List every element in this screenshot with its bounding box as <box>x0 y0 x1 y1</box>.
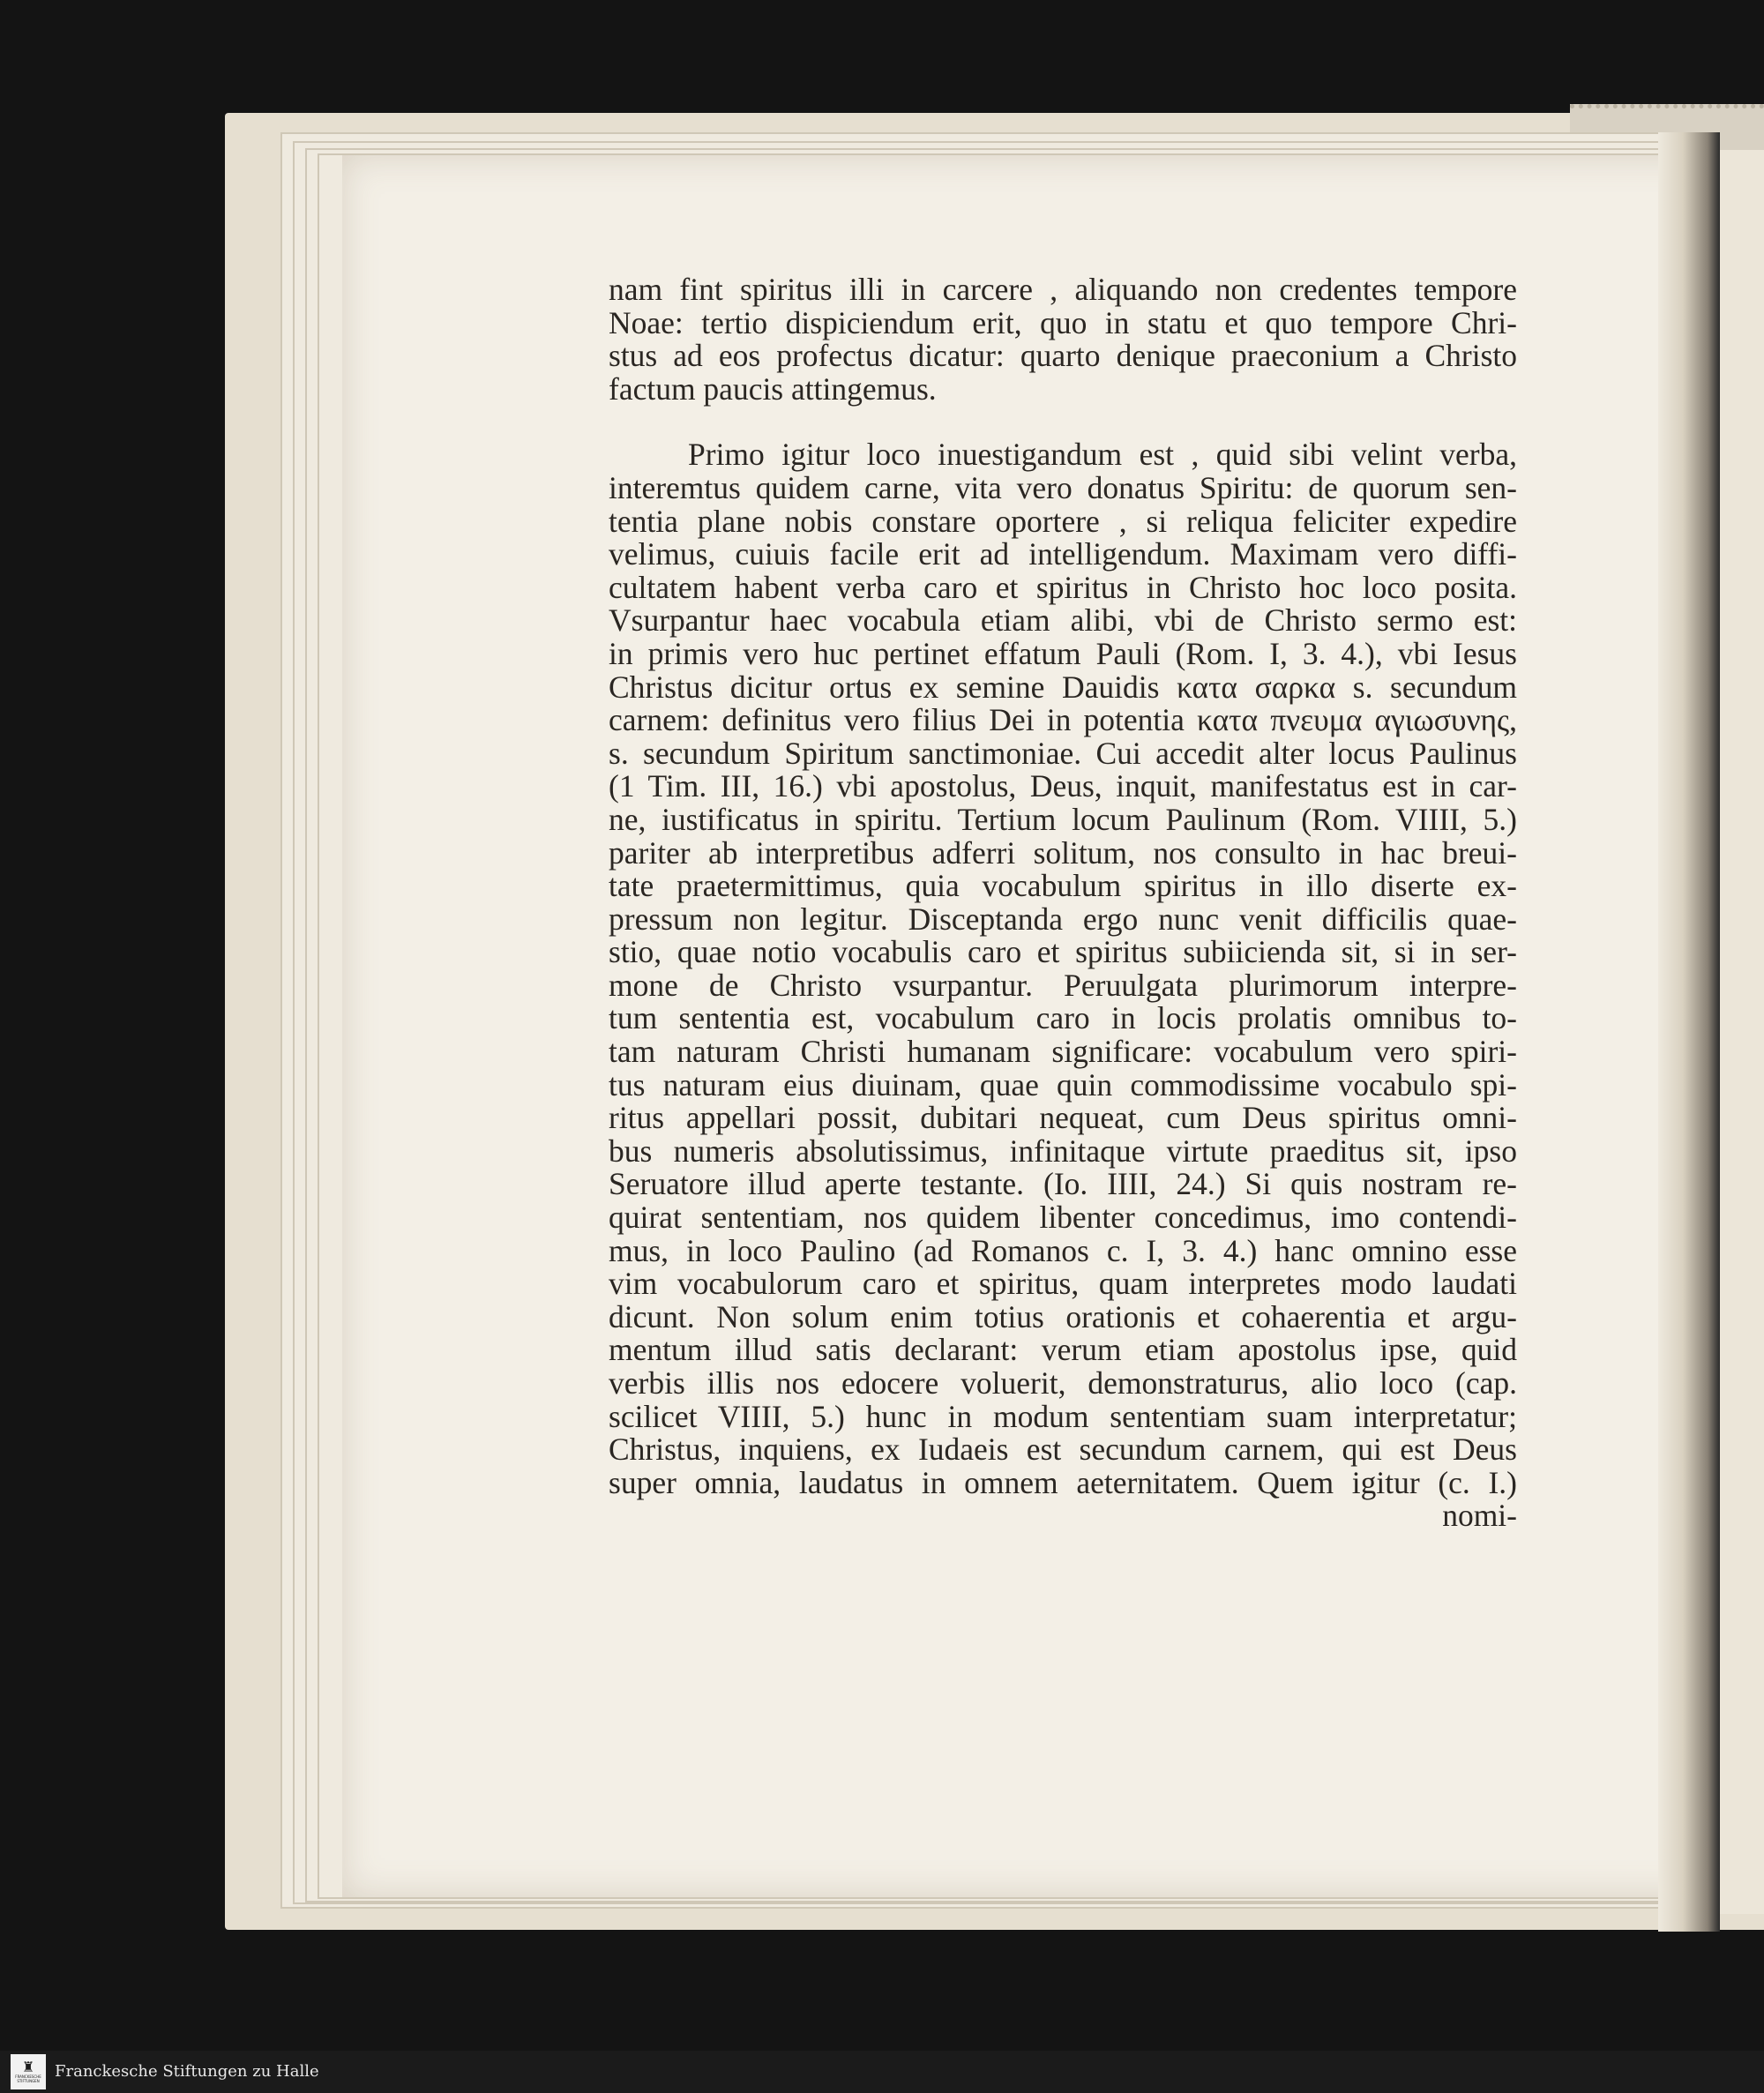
text-line: Noae: tertio dispiciendum erit, quo in statu et quo tempore Chri- <box>609 304 1517 340</box>
tower-icon: ♜ <box>21 2059 35 2075</box>
text-line: nam fint spiritus illi in carcere , aliquando non credentes tempore <box>609 272 1517 307</box>
text-line: Christus, inquiens, ex Iudaeis est secundum carnem, qui est Deus <box>609 1431 1517 1468</box>
text-line: scilicet VIIII, 5.) hunc in modum sententiam suam interpretatur; <box>609 1398 1517 1434</box>
text-line: quirat sententiam, nos quidem libenter concedimus, imo contendi- <box>609 1200 1517 1236</box>
paragraph-2 <box>609 438 1517 1533</box>
foundation-logo[interactable] <box>11 2054 46 2089</box>
text-line: bus numeris absolutissimus, infinitaque virtute praeditus sit, ipso <box>609 1132 1517 1169</box>
text-line: tum sententia est, vocabulum caro in locis prolatis omnibus to- <box>609 1000 1517 1036</box>
text-line: pariter ab interpretibus adferri solitum, nos consulto in hac breui- <box>609 834 1517 871</box>
text-line: Seruatore illud aperte testante. (Io. IIII, 24.) Si quis nostram re- <box>609 1166 1517 1202</box>
text-line: mus, in loco Paulino (ad Romanos c. I, 3. 4.) hanc omnino esse <box>609 1232 1517 1268</box>
text-line: ritus appellari possit, dubitari nequeat, cum Deus spiritus omni- <box>609 1100 1517 1136</box>
text-line: pressum non legitur. Disceptanda ergo nunc venit difficilis quae- <box>609 901 1517 937</box>
text-line: mentum illud satis declarant: verum etiam apostolus ipse, quid <box>609 1332 1517 1368</box>
text-line: vim vocabulorum caro et spiritus, quam interpretes modo laudati <box>609 1266 1517 1302</box>
logo-text: STIFTUNGEN <box>17 2079 40 2083</box>
text-line: stio, quae notio vocabulis caro et spiritus subiicienda sit, si in ser- <box>609 934 1517 970</box>
footer-label: Franckesche Stiftungen zu Halle <box>55 2062 319 2081</box>
text-line: dicunt. Non solum enim totius orationis et cohaerentia et argu- <box>609 1298 1517 1334</box>
page-text <box>609 273 1517 1533</box>
text-line: velimus, cuiuis facile erit ad intelligendum. Maximam vero diffi- <box>609 536 1517 572</box>
text-line: Primo igitur loco inuestigandum est , quid sibi velint verba, <box>688 437 1517 473</box>
book-gutter <box>1658 132 1720 1932</box>
paragraph-1 <box>609 273 1517 406</box>
text-line: mone de Christo vsurpantur. Peruulgata plurimorum interpre- <box>609 967 1517 1003</box>
text-line: tentia plane nobis constare oportere , si reliqua feliciter expedire <box>609 503 1517 539</box>
text-line: cultatem habent verba caro et spiritus in Christo hoc loco posita. <box>609 569 1517 605</box>
text-line: (1 Tim. III, 16.) vbi apostolus, Deus, inquit, manifestatus est in car- <box>609 768 1517 804</box>
text-line: tam naturam Christi humanam significare: vocabulum vero spiri- <box>609 1034 1517 1070</box>
text-line: carnem: definitus vero filius Dei in potentia κατα πνευμα αγιωσυνης, <box>609 702 1517 738</box>
viewer-footer <box>0 2051 1764 2093</box>
text-line: super omnia, laudatus in omnem aeternitatem. Quem igitur (c. I.) <box>609 1464 1517 1500</box>
text-line: Vsurpantur haec vocabula etiam alibi, vbi de Christo sermo est: <box>609 602 1517 639</box>
text-line: in primis vero huc pertinet effatum Pauli (Rom. I, 3. 4.), vbi Iesus <box>609 635 1517 671</box>
text-line: interemtus quidem carne, vita vero donatus Spiritu: de quorum sen- <box>609 469 1517 505</box>
text-line: Christus dicitur ortus ex semine Dauidis κατα σαρκα s. secundum <box>609 669 1517 705</box>
text-line: verbis illis nos edocere voluerit, demonstraturus, alio loco (cap. <box>609 1365 1517 1401</box>
catchword: nomi- <box>1442 1498 1517 1534</box>
text-line: tate praetermittimus, quia vocabulum spiritus in illo diserte ex- <box>609 868 1517 904</box>
text-line: tus naturam eius diuinam, quae quin commodissime vocabulo spi- <box>609 1066 1517 1103</box>
text-line: factum paucis attingemus. <box>609 370 937 407</box>
text-line: ne, iustificatus in spiritu. Tertium locum Paulinum (Rom. VIIII, 5.) <box>609 801 1517 837</box>
text-line: stus ad eos profectus dicatur: quarto denique praeconium a Christo <box>609 338 1517 374</box>
text-line: s. secundum Spiritum sanctimoniae. Cui accedit alter locus Paulinus <box>609 735 1517 771</box>
logo-text: FRANCKESCHE <box>15 2074 41 2079</box>
